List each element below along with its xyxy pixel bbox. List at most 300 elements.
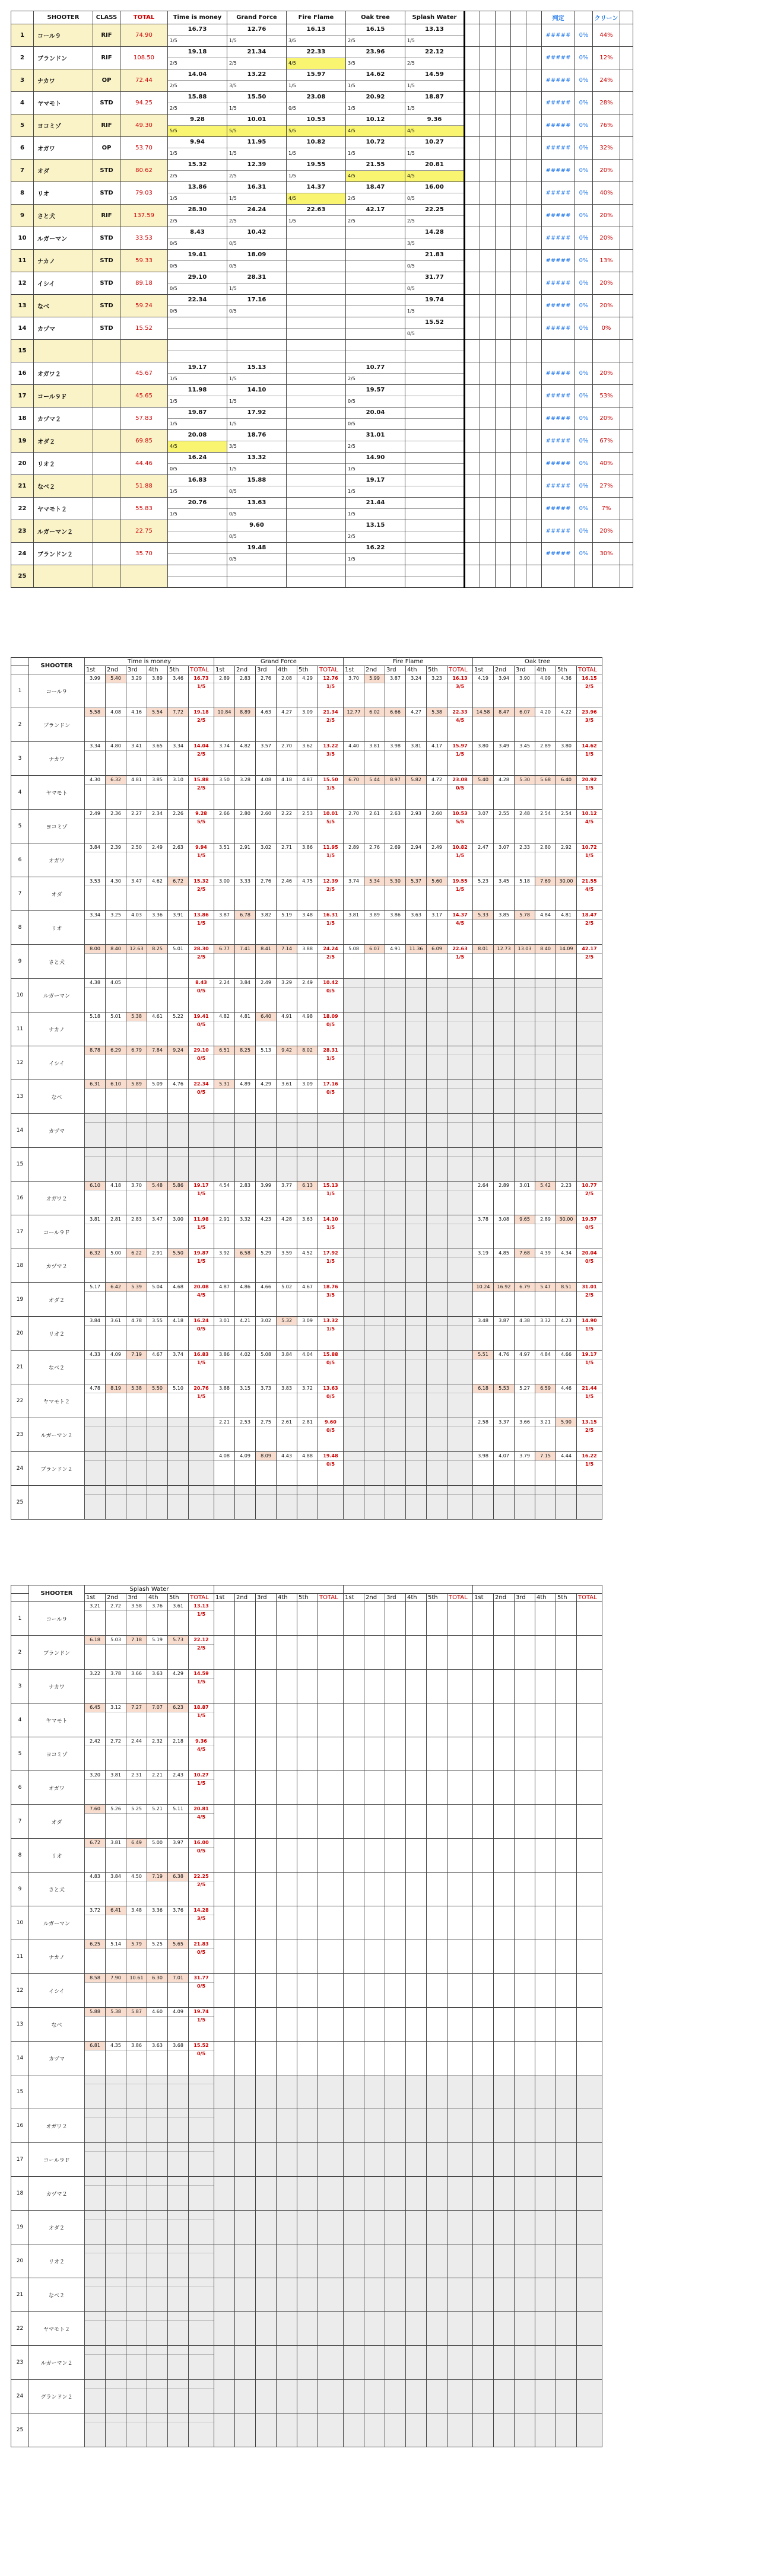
shot-time: 5.47 [535, 1283, 556, 1291]
shot-mark [168, 1813, 188, 1821]
spare-cell [496, 407, 511, 430]
stage-total-cell [577, 1452, 602, 1486]
shot-mark [106, 784, 126, 792]
stage-score [447, 1460, 472, 1468]
shooter-name: ヤマモト２ [34, 498, 93, 520]
stage-cell [405, 160, 465, 182]
empty-cell [494, 2109, 515, 2143]
shot-time: 4.38 [90, 980, 100, 985]
shooter-name: さと犬 [29, 1873, 85, 1906]
blank-cell [344, 1585, 473, 1594]
stage-time: 16.73 [168, 24, 227, 36]
shot-cell [214, 1283, 235, 1317]
shot-cell [85, 1148, 106, 1182]
shot-mark [535, 1088, 556, 1096]
shot-cell [168, 911, 189, 945]
stage-score [405, 441, 464, 452]
stage-score: 2/5 [577, 919, 602, 927]
shot-cell [427, 1317, 447, 1351]
shot-time [385, 1046, 405, 1055]
empty-cell [364, 2380, 385, 2413]
spare-cell [480, 160, 496, 182]
spare-cell [465, 205, 480, 227]
shot-time: 4.63 [261, 709, 271, 715]
stage-score: 1/5 [407, 106, 415, 111]
shot-cell [535, 1283, 556, 1317]
shot-cell [344, 810, 364, 843]
shot-mark [256, 919, 276, 927]
shot-cell [473, 1317, 494, 1351]
sub-header: 4th [147, 666, 168, 674]
stage-total-cell [447, 1452, 473, 1486]
stage-time: 10.72 [346, 137, 405, 148]
shot-time [515, 1114, 535, 1122]
spare-cell [511, 453, 526, 475]
stage-score: 1/5 [318, 1325, 343, 1333]
stage-score: 3/5 [318, 750, 343, 758]
empty-cell [297, 2346, 318, 2380]
shot-mark [344, 1055, 364, 1062]
spare-cell [465, 114, 480, 137]
stage-score: 1/5 [407, 38, 415, 43]
stage-total: 14.59 [193, 1671, 209, 1676]
shot-time [214, 1114, 234, 1122]
spare-cell [526, 498, 542, 520]
shot-time: 3.98 [478, 1453, 488, 1459]
shot-cell [147, 1602, 168, 1636]
shooter-name: オガワ２ [34, 362, 93, 385]
shot-mark [85, 1325, 105, 1333]
row-number: 23 [11, 2346, 29, 2380]
empty-cell [235, 2042, 256, 2075]
shot-mark [364, 1494, 385, 1502]
spare-cell [526, 520, 542, 543]
shot-cell [364, 1317, 385, 1351]
empty-cell [515, 1805, 535, 1839]
shot-mark [515, 1460, 535, 1468]
shot-time: 6.51 [214, 1046, 234, 1055]
shot-time: 3.86 [131, 2043, 142, 2048]
row-number: 19 [11, 1283, 29, 1317]
shot-cell [147, 1906, 168, 1940]
stage-time: 31.01 [346, 430, 405, 441]
shot-cell [168, 2075, 189, 2109]
shot-cell [168, 1940, 189, 1974]
empty-cell [364, 2413, 385, 2447]
shot-cell [427, 776, 447, 810]
shot-time [147, 1418, 167, 1426]
stage-total-cell [577, 979, 602, 1012]
empty-cell [535, 1940, 556, 1974]
stage-score: 0/5 [229, 241, 237, 246]
spare-cell [620, 340, 633, 362]
empty-cell [297, 1737, 318, 1771]
shooter-name [29, 2075, 85, 2109]
empty-cell [235, 2380, 256, 2413]
stage-cell [168, 453, 227, 475]
shot-mark [85, 852, 105, 859]
shot-cell [147, 1080, 168, 1114]
shot-cell [168, 945, 189, 979]
shot-time: 3.21 [90, 1603, 100, 1609]
stage-total-cell [189, 1317, 214, 1351]
shot-time [168, 2380, 188, 2388]
empty-cell [447, 1771, 473, 1805]
empty-cell [427, 2346, 447, 2380]
shot-cell [494, 1046, 515, 1080]
spare-cell [480, 385, 496, 407]
empty-cell [515, 1873, 535, 1906]
shot-cell [235, 776, 256, 810]
shot-cell [427, 1351, 447, 1384]
row-number: 9 [11, 1873, 29, 1906]
total-time: 22.75 [120, 520, 168, 543]
shot-mark [256, 1359, 276, 1367]
shot-cell [556, 1114, 577, 1148]
judge-value: ##### [542, 317, 575, 340]
shot-mark [256, 852, 276, 859]
stage-total-cell [447, 1114, 473, 1148]
shot-cell [385, 1249, 406, 1283]
stage-total [447, 1182, 472, 1190]
empty-cell [515, 2312, 535, 2346]
shot-mark [147, 2016, 167, 2024]
empty-cell [256, 1974, 277, 2008]
stage-score: 2/5 [577, 1291, 602, 1299]
shot-cell [214, 674, 235, 708]
shot-mark [427, 953, 447, 961]
stage-time [168, 317, 227, 329]
stage-total-cell [189, 2244, 214, 2278]
shot-cell [147, 1737, 168, 1771]
stage-cell [227, 340, 287, 362]
shot-time: 2.63 [173, 845, 183, 850]
shot-time: 8.40 [535, 945, 556, 953]
shot-time [364, 1114, 385, 1122]
shot-time: 2.55 [499, 811, 509, 816]
shooter-name: ナカノ [29, 1940, 85, 1974]
shot-time [106, 1486, 126, 1494]
shot-mark [494, 784, 514, 792]
shot-time: 7.60 [85, 1805, 105, 1813]
shot-cell [535, 1351, 556, 1384]
shot-cell [126, 1602, 147, 1636]
shot-time: 3.32 [240, 1217, 250, 1222]
shot-mark [85, 1393, 105, 1400]
clean-rate: 20% [593, 272, 620, 295]
shot-mark [277, 1088, 297, 1096]
shot-cell [344, 1182, 364, 1215]
shot-time: 5.30 [385, 877, 405, 886]
shot-cell [406, 877, 427, 911]
shot-cell [85, 1012, 106, 1046]
stage-cell [405, 565, 465, 588]
shot-time: 5.14 [110, 1941, 121, 1947]
empty-cell [297, 1906, 318, 1940]
spare-cell [465, 295, 480, 317]
shot-mark [473, 987, 493, 995]
shot-mark [126, 1426, 147, 1434]
empty-cell [297, 2312, 318, 2346]
shot-cell [126, 1215, 147, 1249]
stage-score: 4/5 [189, 1291, 214, 1299]
shot-time: 4.89 [240, 1081, 250, 1087]
shot-time: 30.00 [556, 877, 576, 886]
spare-cell [465, 227, 480, 250]
summary-row [11, 543, 633, 565]
empty-cell [535, 1602, 556, 1636]
shot-time: 6.07 [364, 945, 385, 953]
shot-mark [515, 784, 535, 792]
shot-mark [364, 1122, 385, 1130]
shot-time [556, 1114, 576, 1122]
detail-table-1 [11, 657, 602, 1520]
row-number: 17 [11, 2143, 29, 2177]
empty-cell [235, 2075, 256, 2109]
shot-time: 4.83 [90, 1874, 100, 1879]
shot-mark [515, 1257, 535, 1265]
shot-cell [126, 2244, 147, 2278]
shot-mark [147, 1746, 167, 1753]
shot-time [126, 2211, 147, 2219]
shot-cell [535, 1114, 556, 1148]
shot-cell [85, 2346, 106, 2380]
empty-cell [406, 2380, 427, 2413]
shot-cell [147, 708, 168, 742]
stage-cell [405, 475, 465, 498]
summary-header-cell: Oak tree [346, 11, 405, 24]
shot-mark [214, 683, 234, 690]
shot-cell [106, 1418, 126, 1452]
stage-score: 3/5 [577, 717, 602, 724]
stage-total: 15.52 [193, 2043, 209, 2048]
stage-score [447, 1190, 472, 1198]
spare-cell [465, 47, 480, 69]
shot-cell [494, 742, 515, 776]
shot-time: 2.33 [519, 845, 530, 850]
spare-cell [496, 475, 511, 498]
shot-cell [147, 2075, 168, 2109]
stage-cell [346, 182, 405, 205]
shot-mark [515, 1055, 535, 1062]
stage-total-cell [577, 1249, 602, 1283]
stage-cell [168, 565, 227, 588]
shot-time: 2.54 [540, 811, 551, 816]
shot-time: 3.45 [519, 743, 530, 749]
stage-total-cell [318, 1080, 344, 1114]
shot-time: 3.23 [431, 676, 442, 681]
shooter-name: オガワ２ [29, 1182, 85, 1215]
shot-time: 3.84 [240, 980, 250, 985]
shot-mark [235, 919, 255, 927]
shot-cell [344, 911, 364, 945]
empty-cell [214, 1974, 235, 2008]
shot-time: 5.38 [126, 1384, 147, 1393]
spare-cell [620, 24, 633, 47]
shot-mark [168, 1610, 188, 1618]
shot-mark [256, 1021, 276, 1029]
empty-cell [494, 2244, 515, 2278]
shot-time: 3.66 [131, 1671, 142, 1676]
summary-row [11, 182, 633, 205]
row-number: 8 [11, 911, 29, 945]
shot-cell [126, 2346, 147, 2380]
shot-time: 6.23 [168, 1703, 188, 1712]
shot-cell [168, 1452, 189, 1486]
shot-cell [106, 2346, 126, 2380]
shot-mark [427, 1460, 447, 1468]
empty-cell [577, 1940, 602, 1974]
class-label: OP [93, 137, 120, 160]
shot-cell [494, 1249, 515, 1283]
shot-time [344, 1283, 364, 1291]
stage-time [287, 543, 345, 554]
shot-time: 4.29 [173, 1671, 183, 1676]
shot-time: 3.07 [499, 845, 509, 850]
empty-cell [494, 2143, 515, 2177]
shot-time: 2.89 [540, 1217, 551, 1222]
shot-time: 5.00 [110, 1250, 121, 1256]
shot-mark [126, 2219, 147, 2227]
class-label: STD [93, 227, 120, 250]
shot-time: 2.80 [540, 845, 551, 850]
clean-rate: 20% [593, 227, 620, 250]
shot-mark [106, 1494, 126, 1502]
shot-mark [344, 1494, 364, 1502]
stage-cell [227, 137, 287, 160]
sub-header: 3rd [256, 666, 277, 674]
shot-cell [297, 911, 318, 945]
empty-cell [535, 1670, 556, 1703]
shot-cell [556, 979, 577, 1012]
empty-cell [577, 2312, 602, 2346]
shot-mark [364, 987, 385, 995]
stage-cell [168, 137, 227, 160]
summary-header-cell: CLASS [93, 11, 120, 24]
shot-mark [147, 1088, 167, 1096]
shot-cell [427, 911, 447, 945]
stage-time: 16.24 [168, 453, 227, 464]
class-label: STD [93, 182, 120, 205]
shot-cell [85, 2177, 106, 2211]
shot-cell [235, 1114, 256, 1148]
shot-time: 6.09 [427, 945, 447, 953]
spare-cell [511, 92, 526, 114]
shot-cell [256, 1452, 277, 1486]
shot-cell [297, 776, 318, 810]
shot-mark [235, 1224, 255, 1231]
shot-mark [147, 953, 167, 961]
shooter-name: オダ２ [34, 430, 93, 453]
shot-time: 3.73 [261, 1386, 271, 1391]
shot-time: 3.88 [302, 946, 313, 951]
shot-mark [235, 1190, 255, 1198]
stage-total: 10.53 [452, 811, 468, 816]
stage-score: 2/5 [229, 173, 237, 179]
shot-cell [406, 911, 427, 945]
empty-cell [515, 1670, 535, 1703]
shot-mark [344, 683, 364, 690]
shot-cell [85, 2109, 106, 2143]
shot-time: 5.82 [406, 776, 426, 784]
empty-cell [256, 2177, 277, 2211]
shooter-name: ナカノ [29, 1012, 85, 1046]
shot-mark [515, 683, 535, 690]
shot-mark [126, 919, 147, 927]
shot-mark [85, 2354, 105, 2362]
shot-time [85, 1148, 105, 1156]
empty-cell [406, 2143, 427, 2177]
empty-cell [364, 2346, 385, 2380]
stage-time: 10.53 [287, 114, 345, 126]
shot-mark [168, 2016, 188, 2024]
shot-mark [556, 784, 576, 792]
stage-total-cell [189, 708, 214, 742]
shot-cell [85, 1906, 106, 1940]
shot-time: 3.01 [219, 1318, 230, 1323]
shot-time [473, 1012, 493, 1021]
total-time: 137.59 [120, 205, 168, 227]
shot-time [168, 1148, 188, 1156]
empty-cell [447, 1636, 473, 1670]
empty-cell [385, 1805, 406, 1839]
shot-mark [256, 1055, 276, 1062]
empty-cell [447, 1974, 473, 2008]
stage-time: 15.97 [287, 69, 345, 81]
stage-score: 2/5 [348, 444, 356, 449]
shot-cell [515, 911, 535, 945]
shot-cell [385, 674, 406, 708]
stage-total-cell [189, 1873, 214, 1906]
shot-mark [277, 1494, 297, 1502]
stage-total-cell [318, 1418, 344, 1452]
shot-mark [256, 1393, 276, 1400]
shooter-name: ブランドン２ [34, 543, 93, 565]
stage-score [577, 1156, 602, 1164]
blank-cell [11, 1585, 29, 1594]
shot-mark [126, 1359, 147, 1367]
empty-cell [473, 2042, 494, 2075]
shot-time: 4.82 [240, 743, 250, 749]
empty-cell [494, 1873, 515, 1906]
shot-time [385, 1215, 405, 1224]
shot-cell [277, 1080, 297, 1114]
empty-cell [256, 2211, 277, 2244]
shot-cell [147, 1114, 168, 1148]
shot-mark [85, 1712, 105, 1720]
shot-mark [385, 1426, 405, 1434]
stage-score [189, 2253, 214, 2260]
row-number: 8 [11, 1839, 29, 1873]
empty-cell [427, 1974, 447, 2008]
stage-score [346, 351, 405, 362]
shot-time: 8.09 [256, 1452, 276, 1460]
shot-time: 2.49 [152, 845, 163, 850]
shot-time: 4.50 [131, 1874, 142, 1879]
shot-cell [494, 1012, 515, 1046]
empty-cell [577, 2278, 602, 2312]
judge-percent: 0% [575, 430, 593, 453]
stage-score: 0/5 [170, 466, 177, 472]
detail-row [11, 1283, 602, 1317]
stage-score: 0/5 [189, 987, 214, 995]
spare-cell [620, 250, 633, 272]
stage-score: 1/5 [318, 683, 343, 690]
empty-cell [385, 1906, 406, 1940]
shot-time: 3.72 [302, 1386, 313, 1391]
stage-score: 5/5 [447, 818, 472, 826]
empty-cell [515, 1839, 535, 1873]
